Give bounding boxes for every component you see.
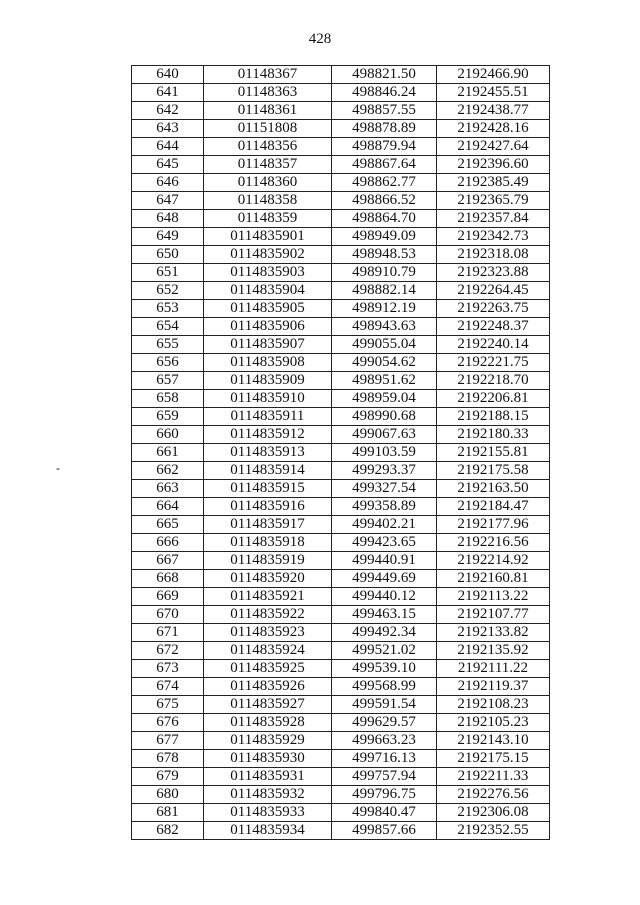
table-row <box>132 714 550 732</box>
x-coordinate-cell: 499591.54 <box>332 696 437 714</box>
point-id-cell: 01148358 <box>204 192 332 210</box>
table-row <box>132 606 550 624</box>
point-number-cell: 642 <box>132 102 204 120</box>
point-number-cell: 682 <box>132 822 204 840</box>
point-id-cell: 01148361 <box>204 102 332 120</box>
x-coordinate-cell: 499568.99 <box>332 678 437 696</box>
y-coordinate-cell: 2192211.33 <box>437 768 550 786</box>
y-coordinate-cell: 2192276.56 <box>437 786 550 804</box>
x-coordinate-cell: 498910.79 <box>332 264 437 282</box>
x-coordinate-cell: 499358.89 <box>332 498 437 516</box>
table-row <box>132 174 550 192</box>
point-id-cell: 0114835902 <box>204 246 332 264</box>
y-coordinate-cell: 2192133.82 <box>437 624 550 642</box>
table-row <box>132 228 550 246</box>
point-number-cell: 672 <box>132 642 204 660</box>
y-coordinate-cell: 2192438.77 <box>437 102 550 120</box>
x-coordinate-cell: 498959.04 <box>332 390 437 408</box>
point-number-cell: 674 <box>132 678 204 696</box>
table-row <box>132 318 550 336</box>
point-id-cell: 0114835913 <box>204 444 332 462</box>
point-id-cell: 0114835933 <box>204 804 332 822</box>
point-number-cell: 666 <box>132 534 204 552</box>
table-row <box>132 570 550 588</box>
table-row <box>132 804 550 822</box>
y-coordinate-cell: 2192135.92 <box>437 642 550 660</box>
table-row <box>132 426 550 444</box>
y-coordinate-cell: 2192216.56 <box>437 534 550 552</box>
point-number-cell: 640 <box>132 66 204 84</box>
y-coordinate-cell: 2192111.22 <box>437 660 550 678</box>
y-coordinate-cell: 2192427.64 <box>437 138 550 156</box>
point-number-cell: 670 <box>132 606 204 624</box>
table-row <box>132 462 550 480</box>
point-number-cell: 671 <box>132 624 204 642</box>
x-coordinate-cell: 499463.15 <box>332 606 437 624</box>
y-coordinate-cell: 2192323.88 <box>437 264 550 282</box>
table-row <box>132 732 550 750</box>
table-row <box>132 138 550 156</box>
point-number-cell: 643 <box>132 120 204 138</box>
x-coordinate-cell: 498949.09 <box>332 228 437 246</box>
table-row <box>132 696 550 714</box>
table-row <box>132 750 550 768</box>
x-coordinate-cell: 498821.50 <box>332 66 437 84</box>
point-id-cell: 0114835927 <box>204 696 332 714</box>
y-coordinate-cell: 2192352.55 <box>437 822 550 840</box>
point-id-cell: 01148356 <box>204 138 332 156</box>
point-id-cell: 01148359 <box>204 210 332 228</box>
table-body <box>132 66 550 840</box>
table-row <box>132 246 550 264</box>
point-id-cell: 01151808 <box>204 120 332 138</box>
y-coordinate-cell: 2192240.14 <box>437 336 550 354</box>
point-id-cell: 01148360 <box>204 174 332 192</box>
point-id-cell: 01148367 <box>204 66 332 84</box>
point-number-cell: 676 <box>132 714 204 732</box>
x-coordinate-cell: 499757.94 <box>332 768 437 786</box>
point-id-cell: 0114835930 <box>204 750 332 768</box>
y-coordinate-cell: 2192428.16 <box>437 120 550 138</box>
point-number-cell: 653 <box>132 300 204 318</box>
x-coordinate-cell: 499423.65 <box>332 534 437 552</box>
point-id-cell: 0114835903 <box>204 264 332 282</box>
point-id-cell: 0114835919 <box>204 552 332 570</box>
x-coordinate-cell: 499492.34 <box>332 624 437 642</box>
point-id-cell: 0114835905 <box>204 300 332 318</box>
point-id-cell: 0114835920 <box>204 570 332 588</box>
x-coordinate-cell: 498882.14 <box>332 282 437 300</box>
point-number-cell: 675 <box>132 696 204 714</box>
table-row <box>132 264 550 282</box>
table-row <box>132 300 550 318</box>
y-coordinate-cell: 2192143.10 <box>437 732 550 750</box>
point-number-cell: 663 <box>132 480 204 498</box>
x-coordinate-cell: 499840.47 <box>332 804 437 822</box>
table-row <box>132 282 550 300</box>
y-coordinate-cell: 2192108.23 <box>437 696 550 714</box>
x-coordinate-cell: 498864.70 <box>332 210 437 228</box>
point-id-cell: 0114835916 <box>204 498 332 516</box>
x-coordinate-cell: 498948.53 <box>332 246 437 264</box>
x-coordinate-cell: 498951.62 <box>332 372 437 390</box>
x-coordinate-cell: 499055.04 <box>332 336 437 354</box>
table-row <box>132 642 550 660</box>
table-row <box>132 372 550 390</box>
point-id-cell: 0114835921 <box>204 588 332 606</box>
table-row <box>132 120 550 138</box>
point-id-cell: 0114835925 <box>204 660 332 678</box>
point-number-cell: 641 <box>132 84 204 102</box>
y-coordinate-cell: 2192357.84 <box>437 210 550 228</box>
table-row <box>132 534 550 552</box>
table-row <box>132 588 550 606</box>
point-id-cell: 0114835924 <box>204 642 332 660</box>
table-row <box>132 390 550 408</box>
x-coordinate-cell: 498866.52 <box>332 192 437 210</box>
point-id-cell: 0114835909 <box>204 372 332 390</box>
y-coordinate-cell: 2192175.58 <box>437 462 550 480</box>
table-row <box>132 336 550 354</box>
y-coordinate-cell: 2192175.15 <box>437 750 550 768</box>
point-id-cell: 0114835908 <box>204 354 332 372</box>
point-number-cell: 668 <box>132 570 204 588</box>
point-id-cell: 0114835915 <box>204 480 332 498</box>
x-coordinate-cell: 499521.02 <box>332 642 437 660</box>
point-number-cell: 650 <box>132 246 204 264</box>
point-id-cell: 0114835934 <box>204 822 332 840</box>
y-coordinate-cell: 2192113.22 <box>437 588 550 606</box>
point-id-cell: 01148363 <box>204 84 332 102</box>
x-coordinate-cell: 499449.69 <box>332 570 437 588</box>
x-coordinate-cell: 498867.64 <box>332 156 437 174</box>
x-coordinate-cell: 498846.24 <box>332 84 437 102</box>
table-row <box>132 786 550 804</box>
point-number-cell: 656 <box>132 354 204 372</box>
point-number-cell: 664 <box>132 498 204 516</box>
x-coordinate-cell: 498990.68 <box>332 408 437 426</box>
table-row <box>132 678 550 696</box>
point-number-cell: 673 <box>132 660 204 678</box>
y-coordinate-cell: 2192214.92 <box>437 552 550 570</box>
page-number: 428 <box>308 31 332 47</box>
y-coordinate-cell: 2192263.75 <box>437 300 550 318</box>
point-id-cell: 0114835901 <box>204 228 332 246</box>
point-number-cell: 654 <box>132 318 204 336</box>
x-coordinate-cell: 499054.62 <box>332 354 437 372</box>
point-id-cell: 0114835926 <box>204 678 332 696</box>
table-row <box>132 156 550 174</box>
point-number-cell: 645 <box>132 156 204 174</box>
table-row <box>132 498 550 516</box>
point-number-cell: 662 <box>132 462 204 480</box>
point-id-cell: 0114835922 <box>204 606 332 624</box>
point-id-cell: 0114835904 <box>204 282 332 300</box>
x-coordinate-cell: 499327.54 <box>332 480 437 498</box>
x-coordinate-cell: 499103.59 <box>332 444 437 462</box>
x-coordinate-cell: 499716.13 <box>332 750 437 768</box>
x-coordinate-cell: 499539.10 <box>332 660 437 678</box>
table-row <box>132 624 550 642</box>
y-coordinate-cell: 2192385.49 <box>437 174 550 192</box>
y-coordinate-cell: 2192306.08 <box>437 804 550 822</box>
point-number-cell: 681 <box>132 804 204 822</box>
point-id-cell: 0114835929 <box>204 732 332 750</box>
table-row <box>132 480 550 498</box>
point-number-cell: 652 <box>132 282 204 300</box>
table-row <box>132 768 550 786</box>
point-number-cell: 646 <box>132 174 204 192</box>
point-number-cell: 644 <box>132 138 204 156</box>
table-row <box>132 660 550 678</box>
y-coordinate-cell: 2192396.60 <box>437 156 550 174</box>
y-coordinate-cell: 2192160.81 <box>437 570 550 588</box>
y-coordinate-cell: 2192188.15 <box>437 408 550 426</box>
table-row <box>132 84 550 102</box>
margin-mark: - <box>56 461 60 475</box>
point-id-cell: 0114835907 <box>204 336 332 354</box>
point-number-cell: 655 <box>132 336 204 354</box>
x-coordinate-cell: 498862.77 <box>332 174 437 192</box>
table-row <box>132 354 550 372</box>
point-number-cell: 660 <box>132 426 204 444</box>
y-coordinate-cell: 2192177.96 <box>437 516 550 534</box>
point-id-cell: 0114835917 <box>204 516 332 534</box>
y-coordinate-cell: 2192365.79 <box>437 192 550 210</box>
x-coordinate-cell: 498943.63 <box>332 318 437 336</box>
point-number-cell: 658 <box>132 390 204 408</box>
point-id-cell: 0114835906 <box>204 318 332 336</box>
x-coordinate-cell: 499293.37 <box>332 462 437 480</box>
point-id-cell: 0114835911 <box>204 408 332 426</box>
y-coordinate-cell: 2192221.75 <box>437 354 550 372</box>
table-row <box>132 192 550 210</box>
point-id-cell: 01148357 <box>204 156 332 174</box>
x-coordinate-cell: 498878.89 <box>332 120 437 138</box>
point-number-cell: 647 <box>132 192 204 210</box>
y-coordinate-cell: 2192318.08 <box>437 246 550 264</box>
y-coordinate-cell: 2192119.37 <box>437 678 550 696</box>
point-number-cell: 677 <box>132 732 204 750</box>
x-coordinate-cell: 499663.23 <box>332 732 437 750</box>
table-row <box>132 210 550 228</box>
point-id-cell: 0114835910 <box>204 390 332 408</box>
table-row <box>132 822 550 840</box>
y-coordinate-cell: 2192206.81 <box>437 390 550 408</box>
point-number-cell: 669 <box>132 588 204 606</box>
y-coordinate-cell: 2192342.73 <box>437 228 550 246</box>
y-coordinate-cell: 2192107.77 <box>437 606 550 624</box>
x-coordinate-cell: 499796.75 <box>332 786 437 804</box>
point-id-cell: 0114835918 <box>204 534 332 552</box>
point-number-cell: 679 <box>132 768 204 786</box>
x-coordinate-cell: 499067.63 <box>332 426 437 444</box>
point-number-cell: 665 <box>132 516 204 534</box>
point-id-cell: 0114835923 <box>204 624 332 642</box>
point-number-cell: 667 <box>132 552 204 570</box>
point-id-cell: 0114835932 <box>204 786 332 804</box>
point-id-cell: 0114835931 <box>204 768 332 786</box>
y-coordinate-cell: 2192248.37 <box>437 318 550 336</box>
x-coordinate-cell: 499629.57 <box>332 714 437 732</box>
y-coordinate-cell: 2192180.33 <box>437 426 550 444</box>
table-row <box>132 444 550 462</box>
table-row <box>132 102 550 120</box>
point-number-cell: 651 <box>132 264 204 282</box>
table-row <box>132 552 550 570</box>
point-number-cell: 657 <box>132 372 204 390</box>
y-coordinate-cell: 2192466.90 <box>437 66 550 84</box>
point-number-cell: 680 <box>132 786 204 804</box>
point-id-cell: 0114835912 <box>204 426 332 444</box>
table-row <box>132 66 550 84</box>
y-coordinate-cell: 2192218.70 <box>437 372 550 390</box>
point-id-cell: 0114835928 <box>204 714 332 732</box>
table-row <box>132 408 550 426</box>
point-id-cell: 0114835914 <box>204 462 332 480</box>
y-coordinate-cell: 2192455.51 <box>437 84 550 102</box>
y-coordinate-cell: 2192264.45 <box>437 282 550 300</box>
x-coordinate-cell: 498879.94 <box>332 138 437 156</box>
point-number-cell: 659 <box>132 408 204 426</box>
y-coordinate-cell: 2192105.23 <box>437 714 550 732</box>
x-coordinate-cell: 499440.91 <box>332 552 437 570</box>
x-coordinate-cell: 499440.12 <box>332 588 437 606</box>
point-number-cell: 649 <box>132 228 204 246</box>
x-coordinate-cell: 499857.66 <box>332 822 437 840</box>
point-number-cell: 648 <box>132 210 204 228</box>
point-number-cell: 661 <box>132 444 204 462</box>
y-coordinate-cell: 2192163.50 <box>437 480 550 498</box>
point-number-cell: 678 <box>132 750 204 768</box>
y-coordinate-cell: 2192155.81 <box>437 444 550 462</box>
x-coordinate-cell: 499402.21 <box>332 516 437 534</box>
coordinates-table <box>131 65 550 840</box>
x-coordinate-cell: 498857.55 <box>332 102 437 120</box>
x-coordinate-cell: 498912.19 <box>332 300 437 318</box>
y-coordinate-cell: 2192184.47 <box>437 498 550 516</box>
table-row <box>132 516 550 534</box>
